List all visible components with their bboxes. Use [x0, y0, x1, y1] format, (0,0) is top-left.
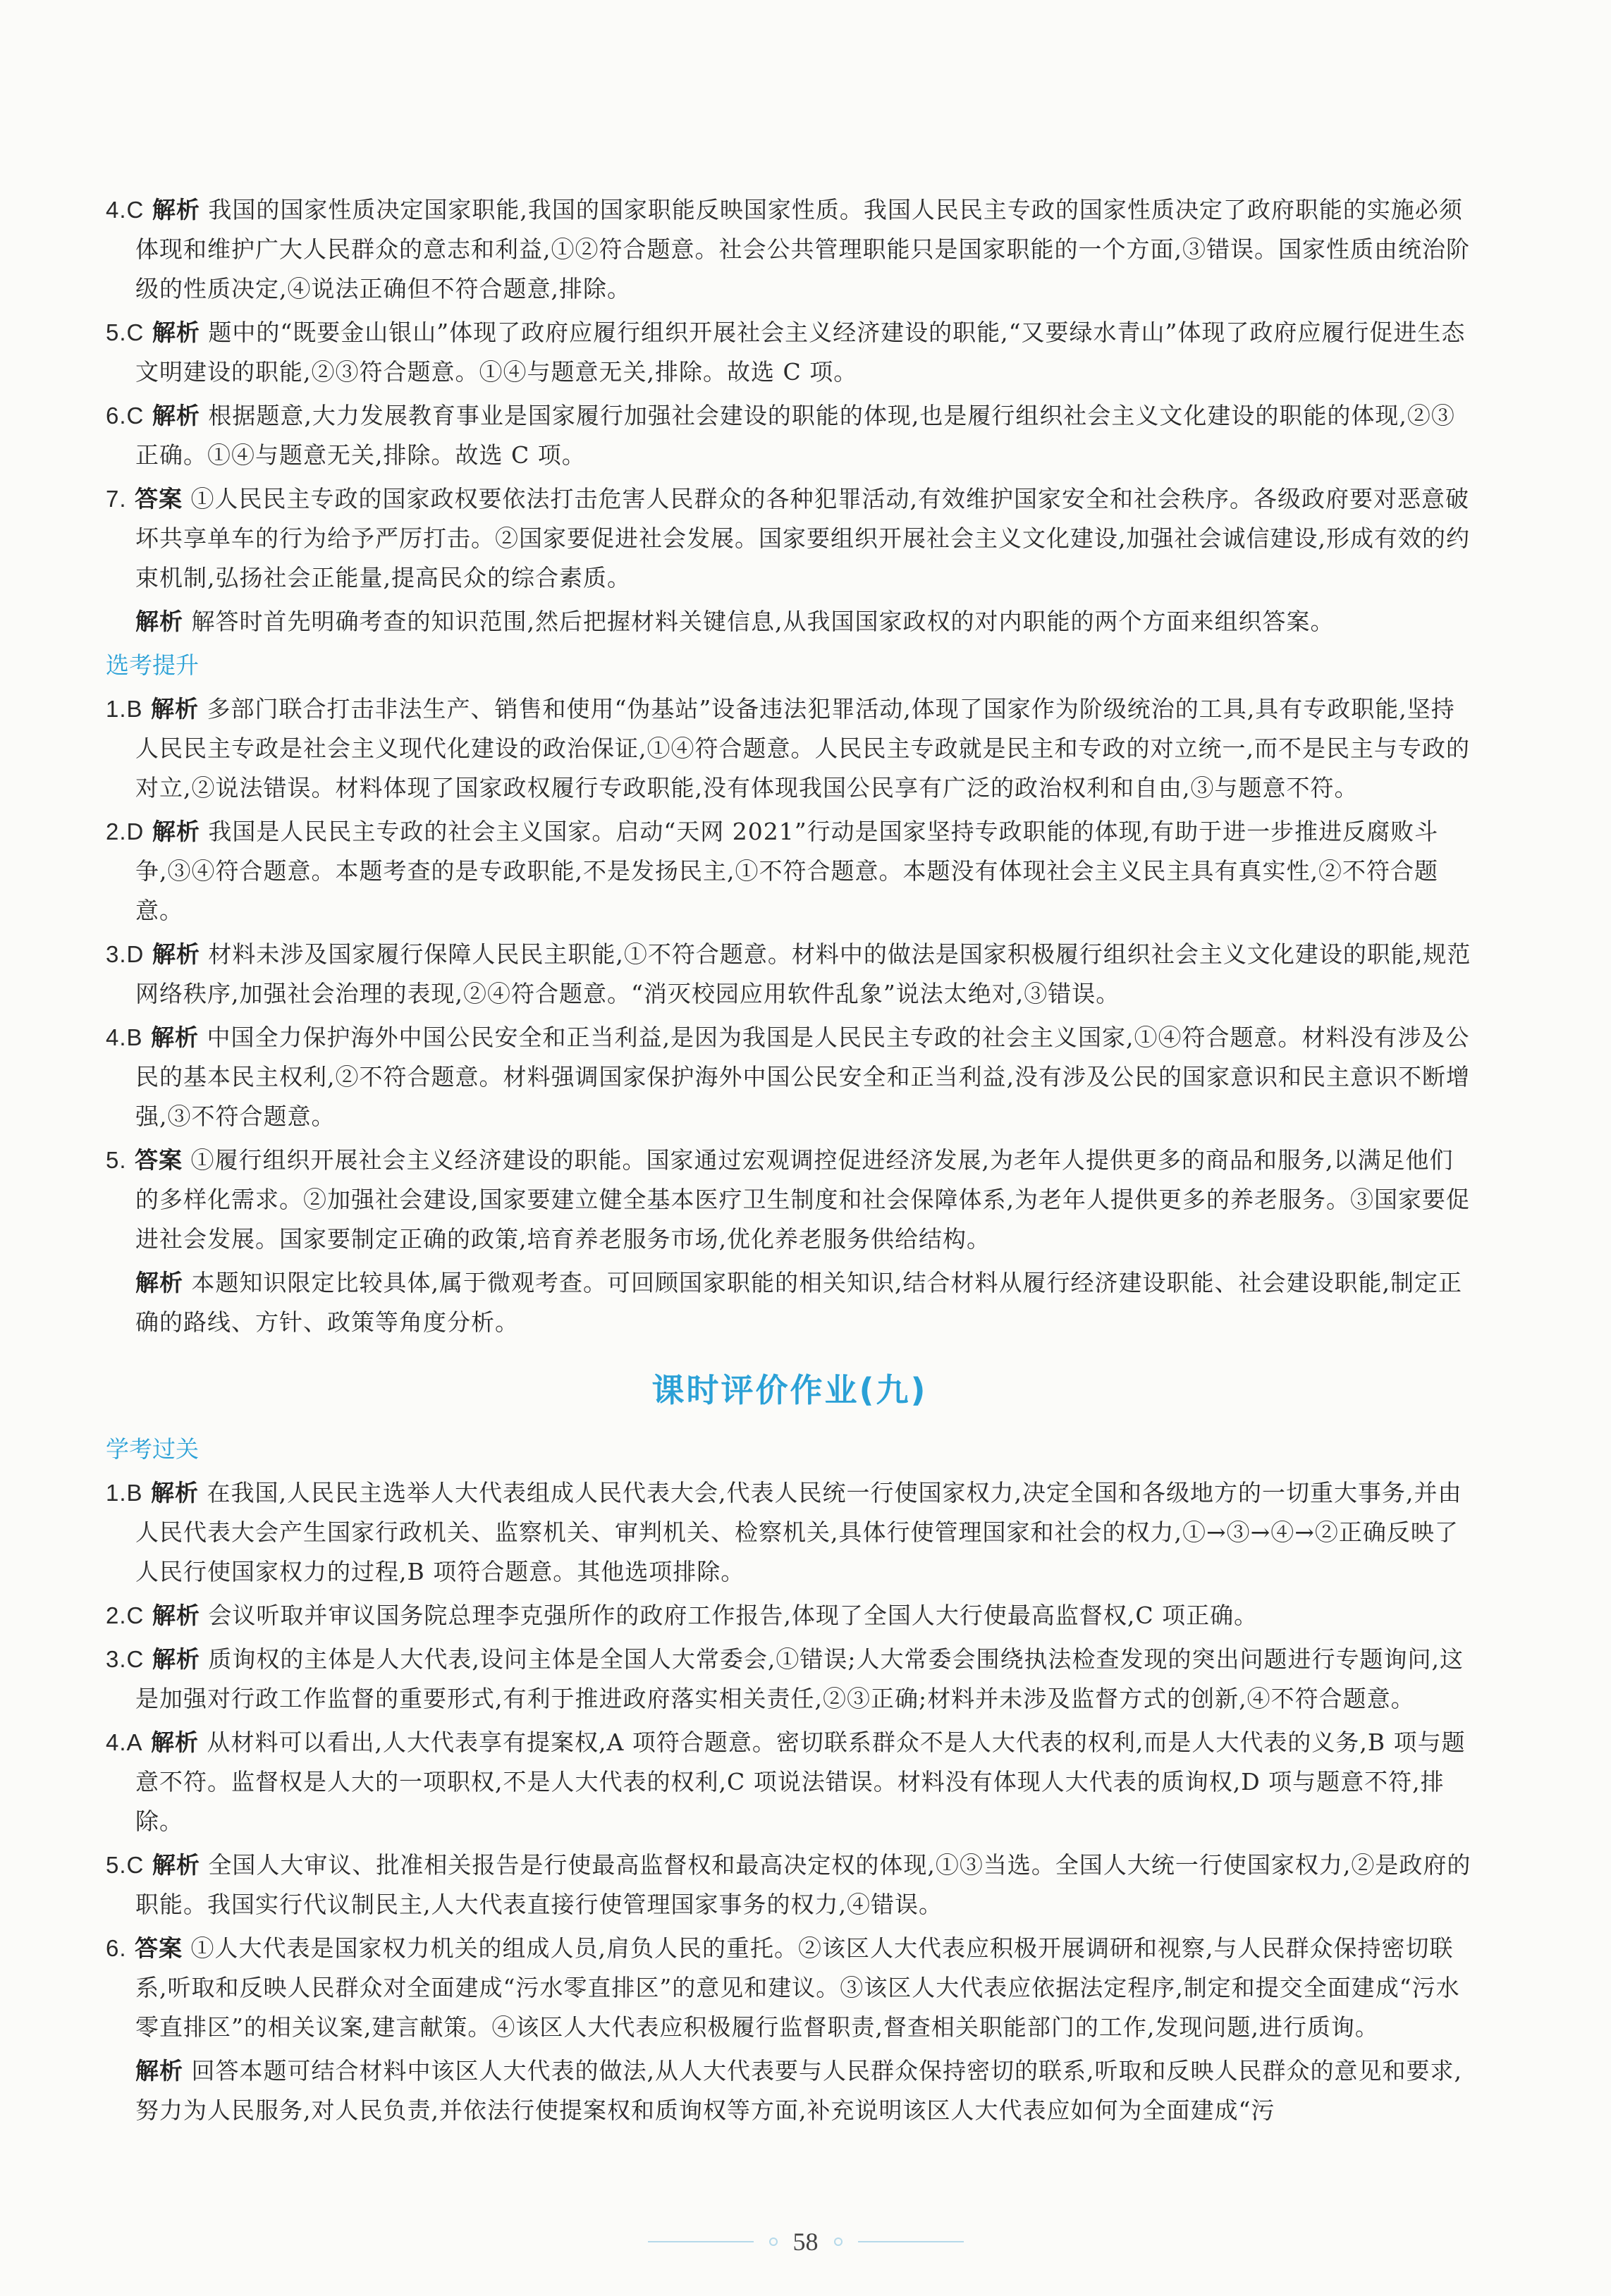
item-label: 解析: [152, 940, 200, 968]
item-number: 5.C: [106, 319, 145, 345]
item-label: 答案: [135, 1146, 183, 1174]
item-label: 答案: [135, 485, 183, 512]
page-title: 课时评价作业(九): [651, 1371, 928, 1409]
item-label: 解析: [152, 196, 200, 223]
answer-item-3: [106, 935, 1474, 1014]
item-number: 1.B: [106, 696, 143, 722]
item-label: 解析: [152, 402, 200, 429]
item-text: 题中的“既要金山银山”体现了政府应履行组织开展社会主义经济建设的职能,“又要绿水青山”体现了政府应履行促进生态文明建设的职能,②③符合题意。①④与题意无关,排除。故选 C 项。: [135, 319, 1466, 386]
item-number: 4.C: [106, 197, 145, 223]
analysis-item-7: [106, 602, 1474, 641]
answer-item-1c: [106, 1473, 1474, 1592]
item-label: 解析: [151, 1479, 200, 1506]
item-text: 根据题意,大力发展教育事业是国家履行加强社会建设的职能的体现,也是履行组织社会主义文化建设的职能的体现,②③正确。①④与题意无关,排除。故选 C 项。: [135, 402, 1455, 469]
item-text: ①人民民主专政的国家政权要依法打击危害人民群众的各种犯罪活动,有效维护国家安全和社会秩序。各级政府要对恶意破坏共享单车的行为给予严厉打击。②国家要促进社会发展。国家要组织开展社会主义文化建设,加强社会诚信建设,形成有效的约束机制,弘扬社会正能量,提高民众的综合素质。: [135, 485, 1470, 591]
item-number: 4.B: [106, 1024, 143, 1050]
item-text: 中国全力保护海外中国公民安全和正当利益,是因为我国是人民民主专政的社会主义国家,①④符合题意。材料没有涉及公民的基本民主权利,②不符合题意。材料强调国家保护海外中国公民安全和正当利益,没有涉及公民的国家意识和民主意识不断增强,③不符合题意。: [135, 1024, 1470, 1130]
item-label: 答案: [135, 1934, 183, 1962]
item-number: 3.C: [106, 1646, 145, 1672]
item-number: 7.: [106, 486, 127, 512]
item-text: 从材料可以看出,人大代表享有提案权,A 项符合题意。密切联系群众不是人大代表的权利,而是人大代表的义务,B 项与题意不符。监督权是人大的一项职权,不是人大代表的权利,C 项说法错误。材料没有体现人大代表的质询权,D 项与题意不符,排除。: [135, 1729, 1466, 1835]
item-text: 在我国,人民民主选举人大代表组成人民代表大会,代表人民统一行使国家权力,决定全国和各级地方的一切重大事务,并由人民代表大会产生国家行政机关、监察机关、审判机关、检察机关,具体行使管理国家和社会的权力,①→③→④→②正确反映了人民行使国家权力的过程,B 项符合题意。其他选项排除。: [135, 1479, 1462, 1585]
answer-item-7: [106, 479, 1474, 598]
item-label: 解析: [152, 319, 200, 346]
item-number: 6.: [106, 1935, 127, 1961]
item-text: 我国的国家性质决定国家职能,我国的国家职能反映国家性质。我国人民民主专政的国家性质决定了政府职能的实施必须体现和维护广大人民群众的意志和利益,①②符合题意。社会公共管理职能只是国家职能的一个方面,③错误。国家性质由统治阶级的性质决定,④说法正确但不符合题意,排除。: [135, 196, 1470, 302]
item-text: ①履行组织开展社会主义经济建设的职能。国家通过宏观调控促进经济发展,为老年人提供更多的商品和服务,以满足他们的多样化需求。②加强社会建设,国家要建立健全基本医疗卫生制度和社会保障体系,为老年人提供更多的养老服务。③国家要促进社会发展。国家要制定正确的政策,培育养老服务市场,优化养老服务供给结构。: [135, 1146, 1470, 1253]
answer-item-5: [106, 313, 1474, 392]
analysis-text: 解答时首先明确考查的知识范围,然后把握材料关键信息,从我国国家政权的对内职能的两个方面来组织答案。: [191, 608, 1335, 635]
item-text: 全国人大审议、批准相关报告是行使最高监督权和最高决定权的体现,①③当选。全国人大统一行使国家权力,②是政府的职能。我国实行代议制民主,人大代表直接行使管理国家事务的权力,④错误。: [135, 1851, 1471, 1918]
item-label: 解析: [151, 695, 200, 723]
analysis-item-6c: [106, 2051, 1474, 2130]
footer-dot-left: [769, 2237, 778, 2246]
answer-item-2c: [106, 1596, 1474, 1635]
page-footer: [0, 2221, 1611, 2263]
footer-rule-right: [858, 2241, 964, 2242]
analysis-label: 解析: [135, 608, 183, 635]
footer-dot-right: [834, 2237, 843, 2246]
item-number: 1.B: [106, 1480, 143, 1506]
analysis-text: 回答本题可结合材料中该区人大代表的做法,从人大代表要与人民群众保持密切的联系,听取和反映人民群众的意见和要求,努力为人民服务,对人民负责,并依法行使提案权和质询权等方面,补充说明该区人大代表应如何为全面建成“污: [135, 2057, 1462, 2124]
item-number: 3.D: [106, 941, 145, 967]
answer-item-6: [106, 396, 1474, 475]
section-heading-basic: 学考过关: [106, 1435, 199, 1463]
analysis-text: 本题知识限定比较具体,属于微观考查。可回顾国家职能的相关知识,结合材料从履行经济建设职能、社会建设职能,制定正确的路线、方针、政策等角度分析。: [135, 1269, 1462, 1336]
item-text: 材料未涉及国家履行保障人民民主职能,①不符合题意。材料中的做法是国家积极履行组织社会主义文化建设的职能,规范网络秩序,加强社会治理的表现,②④符合题意。“消灭校园应用软件乱象”说法太绝对,③错误。: [135, 940, 1471, 1007]
item-label: 解析: [152, 1645, 200, 1673]
answer-item-4: [106, 190, 1474, 309]
answer-item-3c: [106, 1640, 1474, 1719]
footer-rule-left: [648, 2241, 754, 2242]
analysis-label: 解析: [135, 2057, 183, 2085]
answer-item-5b: [106, 1141, 1474, 1259]
analysis-label: 解析: [135, 1269, 183, 1296]
item-number: 2.D: [106, 818, 145, 845]
item-number: 2.C: [106, 1602, 145, 1628]
item-number: 5.C: [106, 1852, 145, 1878]
section-heading-advanced: 选考提升: [106, 651, 199, 679]
answer-item-4b: [106, 1018, 1474, 1136]
analysis-item-5b: [106, 1263, 1474, 1342]
answer-item-5c: [106, 1846, 1474, 1924]
item-number: 5.: [106, 1147, 127, 1173]
page-number: 58: [792, 2228, 819, 2256]
answer-item-1: [106, 689, 1474, 808]
content: [106, 190, 1474, 2135]
item-text: 质询权的主体是人大代表,设问主体是全国人大常委会,①错误;人大常委会围绕执法检查发现的突出问题进行专题询问,这是加强对行政工作监督的重要形式,有利于推进政府落实相关责任,②③正确;材料并未涉及监督方式的创新,④不符合题意。: [135, 1645, 1464, 1712]
answer-item-2: [106, 812, 1474, 931]
answer-item-4c: [106, 1723, 1474, 1841]
item-text: 多部门联合打击非法生产、销售和使用“伪基站”设备违法犯罪活动,体现了国家作为阶级统治的工具,具有专政职能,坚持人民民主专政是社会主义现代化建设的政治保证,①④符合题意。人民民主专政就是民主和专政的对立统一,而不是民主与专政的对立,②说法错误。材料体现了国家政权履行专政职能,没有体现我国公民享有广泛的政治权利和自由,③与题意不符。: [135, 695, 1470, 802]
item-label: 解析: [152, 1851, 200, 1879]
item-label: 解析: [151, 1024, 200, 1051]
item-number: 4.A: [106, 1729, 143, 1755]
item-text: 我国是人民民主专政的社会主义国家。启动“天网 2021”行动是国家坚持专政职能的体现,有助于进一步推进反腐败斗争,③④符合题意。本题考查的是专政职能,不是发扬民主,①不符合题意。本题没有体现社会主义民主具有真实性,②不符合题意。: [135, 818, 1439, 924]
item-text: ①人大代表是国家权力机关的组成人员,肩负人民的重托。②该区人大代表应积极开展调研和视察,与人民群众保持密切联系,听取和反映人民群众对全面建成“污水零直排区”的意见和建议。③该区人大代表应依据法定程序,制定和提交全面建成“污水零直排区”的相关议案,建言献策。④该区人大代表应积极履行监督职责,督查相关职能部门的工作,发现问题,进行质询。: [135, 1934, 1460, 2041]
item-label: 解析: [152, 818, 200, 845]
item-label: 解析: [152, 1602, 200, 1629]
item-text: 会议听取并审议国务院总理李克强所作的政府工作报告,体现了全国人大行使最高监督权,C 项正确。: [208, 1602, 1258, 1629]
item-label: 解析: [151, 1729, 200, 1756]
answer-item-6c: [106, 1929, 1474, 2047]
item-number: 6.C: [106, 403, 145, 429]
